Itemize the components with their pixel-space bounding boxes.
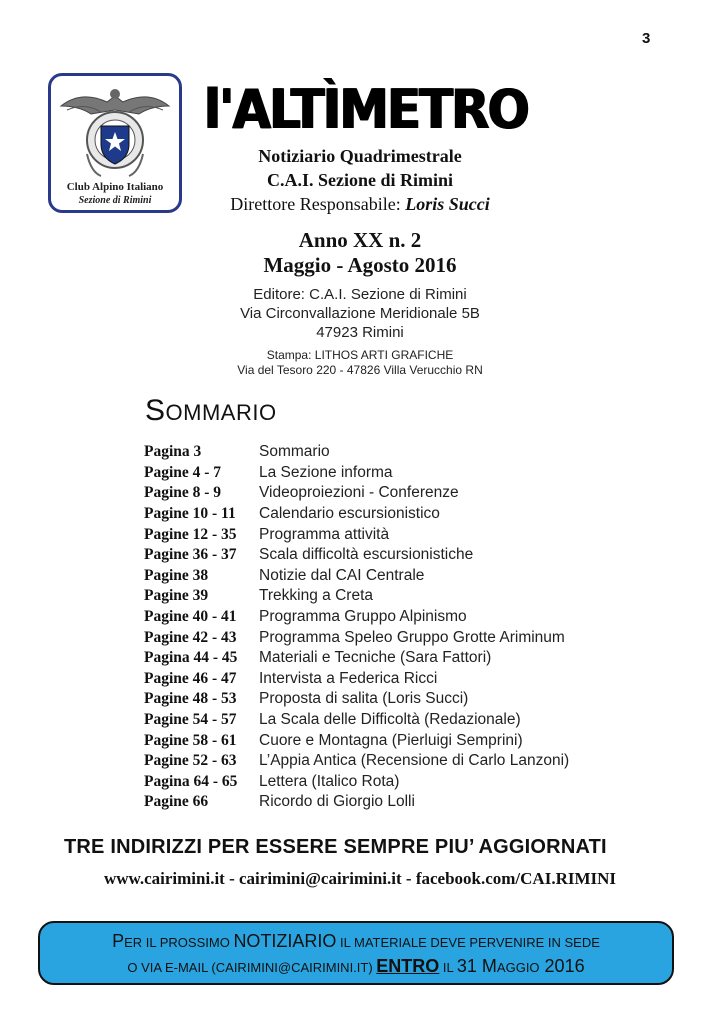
toc-title: Intervista a Federica Ricci	[259, 669, 438, 687]
director-label: Direttore Responsabile:	[230, 194, 406, 214]
toc-page: Pagine 42 - 43	[144, 628, 237, 646]
contact-links: www.cairimini.it - cairimini@cairimini.it - facebook.com/CAI.RIMINI	[103, 869, 617, 888]
toc-row	[144, 751, 624, 772]
notice-text: IL MATERIALE DEVE PERVENIRE IN SEDE	[336, 935, 600, 950]
toc-row	[144, 648, 624, 669]
editor-city: 47923 Rimini	[316, 324, 404, 341]
toc-row	[144, 730, 624, 751]
section-name: C.A.I. Sezione di Rimini	[266, 170, 453, 190]
editor-address: Via Circonvallazione Meridionale 5B	[240, 305, 480, 322]
toc-row	[144, 524, 624, 545]
toc-title: Programma attività	[259, 525, 390, 543]
notice-text: O VIA E-MAIL (CAIRIMINI@CAIRIMINI.IT)	[127, 960, 377, 975]
director-line	[200, 194, 520, 215]
toc-title: Lettera (Italico Rota)	[259, 772, 400, 790]
toc-row	[144, 545, 624, 566]
toc-row	[144, 792, 624, 813]
notice-notiziario: NOTIZIARIO	[233, 931, 337, 951]
printer-line: Stampa: LITHOS ARTI GRAFICHE	[266, 348, 454, 362]
toc-title: Trekking a Creta	[259, 587, 373, 605]
toc-page: Pagina 64 - 65	[144, 772, 238, 790]
toc-title: Ricordo di Giorgio Lolli	[259, 793, 415, 811]
editor-line: Editore: C.A.I. Sezione di Rimini	[253, 286, 467, 303]
addresses-headline: TRE INDIRIZZI PER ESSERE SEMPRE PIU’ AGGIORNATI	[64, 836, 607, 858]
page-number: 3	[642, 30, 651, 47]
logo-caption-section: Sezione di Rimini	[78, 195, 152, 206]
toc-title: Notizie dal CAI Centrale	[259, 566, 425, 584]
toc-title: Cuore e Montagna (Pierluigi Semprini)	[259, 731, 523, 749]
issue-period: Maggio - Agosto 2016	[263, 253, 457, 277]
toc-row	[144, 689, 624, 710]
toc-title: Sommario	[259, 443, 330, 461]
toc-title: La Sezione informa	[259, 463, 393, 481]
toc-page: Pagine 8 - 9	[144, 484, 222, 502]
notice-date: AGGIO	[496, 960, 540, 975]
toc-page: Pagine 52 - 63	[144, 752, 237, 770]
toc-page: Pagine 36 - 37	[144, 546, 237, 564]
newsletter-type: Notiziario Quadrimestrale	[258, 146, 462, 166]
logo-caption-main: Club Alpino Italiano	[66, 181, 164, 193]
toc-row	[144, 566, 624, 587]
masthead-title: l'ALTÌMETRO	[204, 78, 529, 141]
toc-page: Pagina 44 - 45	[144, 649, 238, 667]
toc-row	[144, 607, 624, 628]
toc-page: Pagina 3	[144, 443, 202, 461]
toc-row	[144, 669, 624, 690]
toc-page: Pagine 4 - 7	[144, 463, 222, 481]
toc-row	[144, 586, 624, 607]
toc-page: Pagine 48 - 53	[144, 690, 237, 708]
toc-page: Pagine 40 - 41	[144, 608, 237, 626]
toc-page: Pagine 12 - 35	[144, 525, 237, 543]
toc-title: Programma Speleo Gruppo Grotte Ariminum	[259, 628, 565, 646]
notice-date: 31 M	[456, 956, 497, 976]
table-of-contents	[144, 442, 624, 813]
toc-row	[144, 627, 624, 648]
toc-page: Pagine 10 - 11	[144, 505, 236, 523]
printer-address: Via del Tesoro 220 - 47826 Villa Verucchio RN	[237, 363, 483, 377]
toc-row	[144, 504, 624, 525]
toc-title: Proposta di salita (Loris Succi)	[259, 690, 469, 708]
toc-page: Pagine 54 - 57	[144, 711, 237, 729]
toc-row	[144, 772, 624, 793]
sommario-heading	[145, 394, 277, 428]
toc-row	[144, 463, 624, 484]
notice-year: 2016	[539, 956, 585, 976]
notice-text: ER IL PROSSIMO	[124, 935, 234, 950]
notice-line-2	[40, 956, 672, 977]
toc-row	[144, 442, 624, 463]
cai-logo	[48, 73, 182, 213]
toc-title: L’Appia Antica (Recensione di Carlo Lanzoni)	[259, 752, 570, 770]
toc-title: Scala difficoltà escursionistiche	[259, 546, 474, 564]
toc-page: Pagine 39	[144, 587, 209, 605]
toc-title: Videoproiezioni - Conferenze	[259, 484, 459, 502]
sommario-initial: S	[145, 394, 166, 427]
toc-row	[144, 710, 624, 731]
director-name: Loris Succi	[405, 194, 490, 214]
toc-page: Pagine 46 - 47	[144, 669, 237, 687]
deadline-notice	[38, 921, 674, 985]
notice-line-1	[40, 931, 672, 952]
notice-entro: ENTRO	[376, 956, 440, 976]
toc-page: Pagine 66	[144, 793, 209, 811]
toc-title: Materiali e Tecniche (Sara Fattori)	[259, 649, 492, 667]
sommario-rest: OMMARIO	[165, 400, 277, 425]
toc-title: La Scala delle Difficoltà (Redazionale)	[259, 711, 521, 729]
toc-title: Programma Gruppo Alpinismo	[259, 608, 467, 626]
toc-title: Calendario escursionistico	[259, 505, 440, 523]
notice-text: P	[112, 931, 125, 951]
toc-page: Pagine 58 - 61	[144, 731, 237, 749]
notice-text: IL	[439, 960, 457, 975]
toc-row	[144, 483, 624, 504]
toc-page: Pagine 38	[144, 566, 209, 584]
issue-number: Anno XX n. 2	[298, 228, 422, 252]
